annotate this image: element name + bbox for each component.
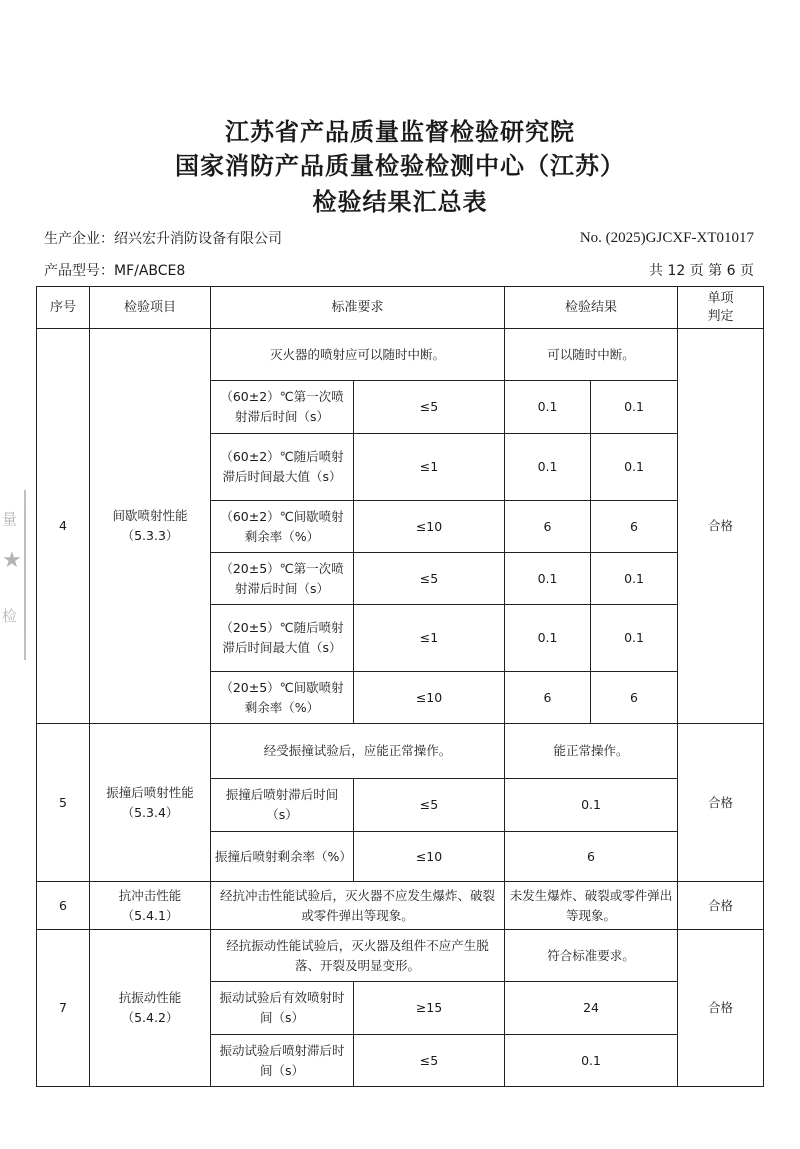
- sub-item-cell: （60±2）℃随后喷射滞后时间最大值（s）: [211, 434, 354, 501]
- verdict-cell: 合格: [678, 724, 764, 882]
- sub-result-cell: 24: [505, 982, 678, 1035]
- sub-result-cell: 0.1: [505, 779, 678, 832]
- sub-result-cell: 0.1: [505, 605, 591, 672]
- results-table: [36, 286, 764, 1087]
- stamp-char: 检: [2, 607, 18, 625]
- item-clause: （5.4.1）: [121, 907, 179, 923]
- sub-item-cell: 振动试验后喷射滞后时间（s）: [211, 1035, 354, 1087]
- seq-cell: 7: [37, 930, 90, 1087]
- table-row: [37, 329, 764, 381]
- sub-result-cell: 0.1: [591, 381, 678, 434]
- sub-result-cell: 6: [505, 832, 678, 882]
- sub-result-cell: 0.1: [505, 553, 591, 605]
- verdict-cell: 合格: [678, 882, 764, 930]
- result-cell: 未发生爆炸、破裂或零件弹出等现象。: [505, 882, 678, 930]
- sub-item-cell: 振撞后喷射滞后时间（s）: [211, 779, 354, 832]
- center-name: 国家消防产品质量检验检测中心（江苏）: [175, 152, 625, 180]
- result-cell: 符合标准要求。: [505, 930, 678, 982]
- item-name: 抗冲击性能: [118, 887, 182, 903]
- seq-cell: 6: [37, 882, 90, 930]
- header-verdict-text: 单项判定: [707, 290, 734, 324]
- sub-result-cell: 0.1: [505, 381, 591, 434]
- sub-requirement-cell: ≤1: [354, 605, 505, 672]
- sub-requirement-cell: ≤5: [354, 553, 505, 605]
- verdict-cell: 合格: [678, 329, 764, 724]
- item-cell: [90, 329, 211, 724]
- header-verdict: [678, 287, 764, 329]
- item-name: 振撞后喷射性能: [106, 784, 194, 800]
- sub-requirement-cell: ≤10: [354, 832, 505, 882]
- sub-result-cell: 6: [591, 501, 678, 553]
- result-cell: 可以随时中断。: [505, 329, 678, 381]
- sub-requirement-cell: ≤5: [354, 779, 505, 832]
- sub-result-cell: 0.1: [591, 434, 678, 501]
- document-title: 检验结果汇总表: [312, 188, 488, 216]
- star-icon: ★: [2, 548, 22, 573]
- sub-requirement-cell: ≤5: [354, 1035, 505, 1087]
- sub-item-cell: 振动试验后有效喷射时间（s）: [211, 982, 354, 1035]
- stamp-char: 量: [2, 510, 18, 528]
- item-name: 间歇喷射性能: [112, 508, 188, 523]
- requirement-cell: 灭火器的喷射应可以随时中断。: [211, 329, 505, 381]
- header-seq: 序号: [37, 287, 90, 329]
- item-clause: （5.4.2）: [121, 1010, 179, 1025]
- item-clause: （5.3.3）: [121, 528, 179, 543]
- sub-item-cell: （60±2）℃间歇喷射剩余率（%）: [211, 501, 354, 553]
- item-name: 抗振动性能: [118, 990, 182, 1005]
- sub-result-cell: 6: [591, 672, 678, 724]
- requirement-cell: 经抗冲击性能试验后，灭火器不应发生爆炸、破裂或零件弹出等现象。: [211, 882, 505, 930]
- sub-requirement-cell: ≤10: [354, 501, 505, 553]
- header-item: 检验项目: [90, 287, 211, 329]
- sub-result-cell: 0.1: [591, 553, 678, 605]
- sub-result-cell: 6: [505, 501, 591, 553]
- company-label: 生产企业：绍兴宏升消防设备有限公司: [44, 231, 282, 247]
- seam-stamp: [0, 490, 26, 660]
- sub-requirement-cell: ≥15: [354, 982, 505, 1035]
- sub-item-cell: （60±2）℃第一次喷射滞后时间（s）: [211, 381, 354, 434]
- item-cell: [90, 882, 211, 930]
- institute-name: 江苏省产品质量监督检验研究院: [225, 118, 575, 146]
- sub-item-cell: （20±5）℃第一次喷射滞后时间（s）: [211, 553, 354, 605]
- seq-cell: 4: [37, 329, 90, 724]
- requirement-cell: 经受振撞试验后，应能正常操作。: [211, 724, 505, 779]
- sub-item-cell: （20±5）℃随后喷射滞后时间最大值（s）: [211, 605, 354, 672]
- seq-cell: 5: [37, 724, 90, 882]
- table-row: [37, 882, 764, 930]
- sub-result-cell: 0.1: [505, 1035, 678, 1087]
- sub-requirement-cell: ≤10: [354, 672, 505, 724]
- page-counter: 共 12 页 第 6 页: [649, 263, 754, 279]
- requirement-cell: 经抗振动性能试验后，灭火器及组件不应产生脱落、开裂及明显变形。: [211, 930, 505, 982]
- result-cell: 能正常操作。: [505, 724, 678, 779]
- item-cell: [90, 930, 211, 1087]
- item-cell: [90, 724, 211, 882]
- table-row: [37, 930, 764, 982]
- sub-requirement-cell: ≤1: [354, 434, 505, 501]
- header-standard: 标准要求: [211, 287, 505, 329]
- sub-requirement-cell: ≤5: [354, 381, 505, 434]
- sub-result-cell: 6: [505, 672, 591, 724]
- header-result: 检验结果: [505, 287, 678, 329]
- sub-item-cell: （20±5）℃间歇喷射剩余率（%）: [211, 672, 354, 724]
- verdict-cell: 合格: [678, 930, 764, 1087]
- report-number: No. (2025)GJCXF-XT01017: [579, 230, 754, 246]
- item-clause: （5.3.4）: [121, 804, 179, 820]
- model-label: 产品型号：MF/ABCE8: [44, 263, 186, 279]
- table-header-row: [37, 287, 764, 329]
- sub-item-cell: 振撞后喷射剩余率（%）: [211, 832, 354, 882]
- sub-result-cell: 0.1: [505, 434, 591, 501]
- sub-result-cell: 0.1: [591, 605, 678, 672]
- table-row: [37, 724, 764, 779]
